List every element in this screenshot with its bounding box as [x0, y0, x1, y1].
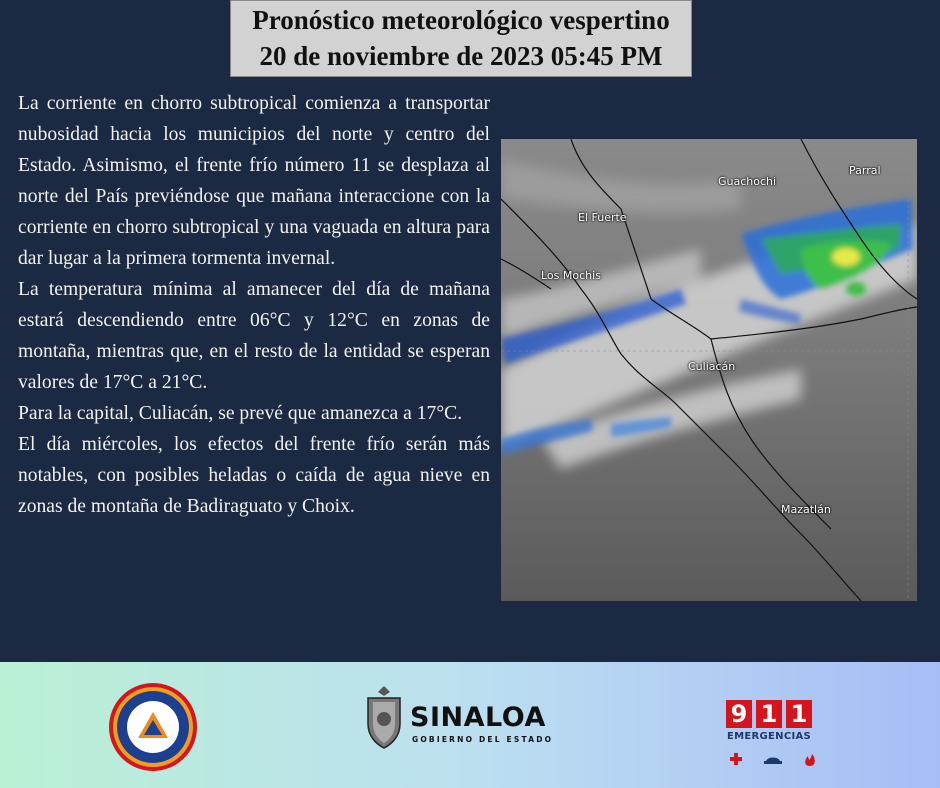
emergency-digit: 1 [756, 700, 782, 728]
emergency-digit: 9 [726, 700, 752, 728]
medical-cross-icon [730, 753, 742, 765]
emergency-digit: 1 [786, 700, 812, 728]
title-line-2: 20 de noviembre de 2023 05:45 PM [259, 41, 663, 71]
sinaloa-government-logo [362, 684, 562, 754]
satellite-map [501, 139, 917, 601]
city-label-guachochi: Guachochi [718, 175, 777, 188]
sinaloa-subtitle: GOBIERNO DEL ESTADO [412, 735, 554, 744]
paragraph: La temperatura mínima al amanecer del día de mañana estará descendiendo entre 06°C y 12°C en zonas de montaña, mientras que, en el resto de la entidad se esperan valores de 17°C a 21°C. [18, 279, 490, 393]
city-label-mazatlan: Mazatlán [781, 503, 831, 516]
emergencias-911-logo [726, 700, 821, 772]
city-label-el-fuerte: El Fuerte [578, 211, 627, 224]
paragraph: Para la capital, Culiacán, se prevé que amanezca a 17°C. [18, 403, 463, 424]
sinaloa-name: SINALOA [410, 702, 546, 733]
emergency-label: EMERGENCIAS [727, 731, 812, 742]
city-label-los-mochis: Los Mochis [541, 269, 601, 282]
forecast-text [18, 88, 490, 522]
proteccion-civil-logo [108, 682, 198, 772]
fire-icon [805, 754, 815, 766]
city-label-parral: Parral [849, 164, 881, 177]
city-label-culiacan: Culiacán [688, 360, 736, 373]
page-title [230, 0, 692, 77]
footer [0, 662, 940, 788]
title-line-1: Pronóstico meteorológico vespertino [252, 5, 670, 35]
emergency-icons [730, 748, 820, 770]
paragraph: La corriente en chorro subtropical comienza a transportar nubosidad hacia los municipios del norte y centro del Estado. Asimismo, el frente frío número 11 se desplaza al norte del País previéndose que mañana interaccione con la corriente en chorro subtropical y una vaguada en altura para dar lugar a la primera tormenta invernal. [18, 93, 490, 269]
paragraph: El día miércoles, los efectos del frente frío serán más notables, con posibles heladas o caída de agua nieve en zonas de montaña de Badiraguato y Choix. [18, 434, 490, 517]
sinaloa-shield-icon [362, 684, 406, 750]
police-cap-icon [764, 758, 782, 765]
